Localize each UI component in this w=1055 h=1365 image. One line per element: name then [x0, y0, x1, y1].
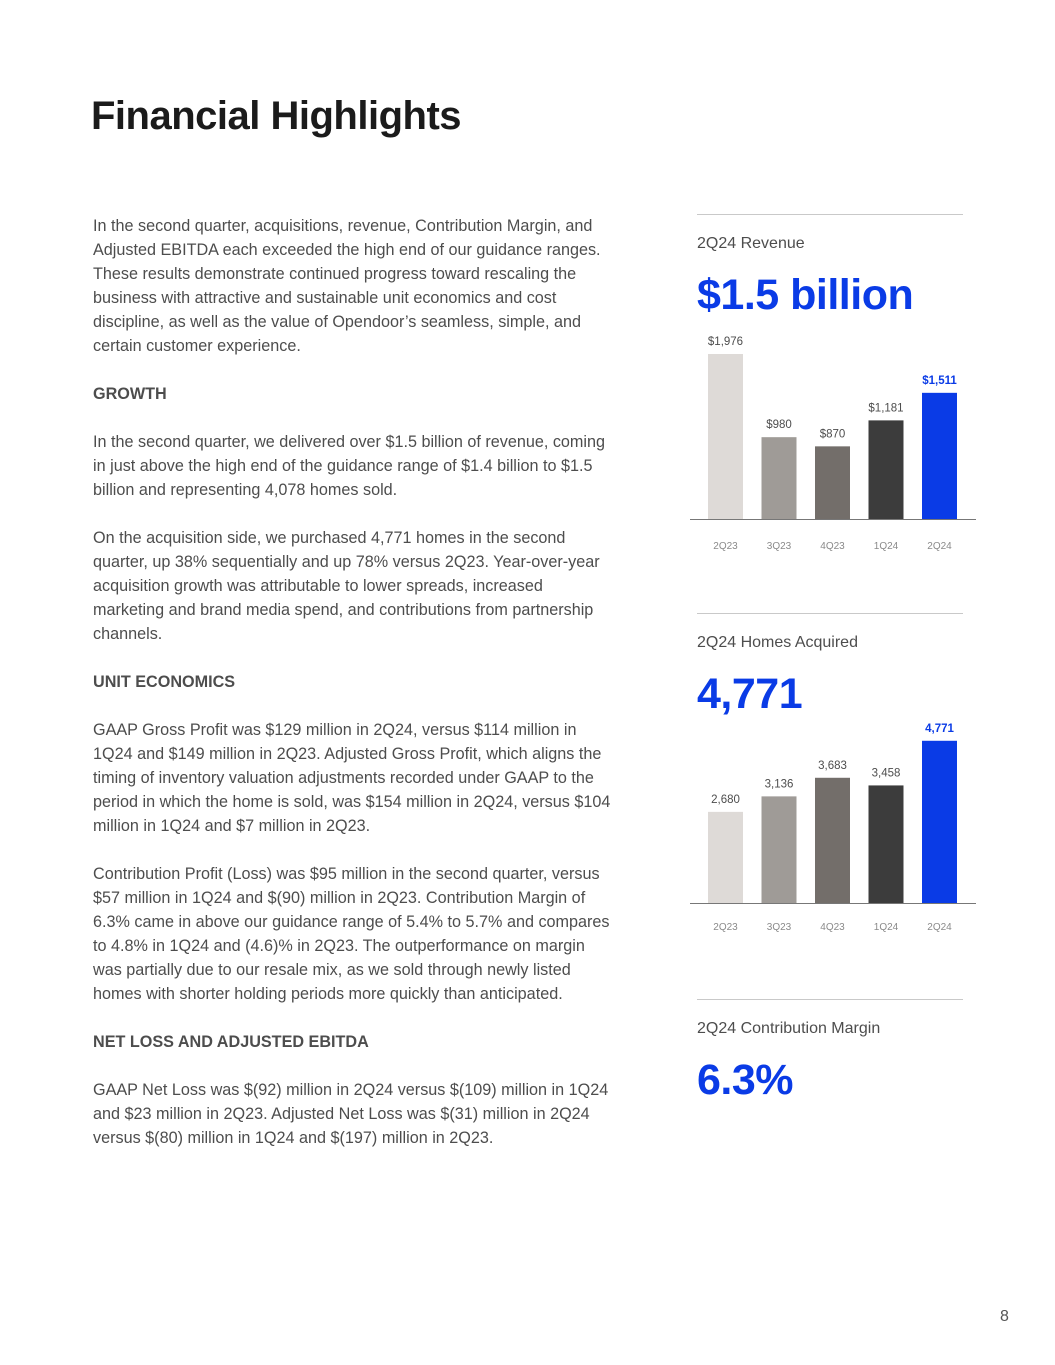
- bar-1q24: [869, 420, 904, 519]
- bar-2q24: [922, 393, 957, 519]
- growth-paragraph-acquisitions: On the acquisition side, we purchased 4,771 homes in the second quarter, up 38% sequentially and up 78% versus 2Q23. Year-over-year acquisition growth was attributable to lower spreads, increased marketing and brand media spend, and contributions from partnership channels.: [93, 529, 600, 643]
- margin-metric-value: 6.3%: [697, 1056, 794, 1104]
- revenue-metric-label: 2Q24 Revenue: [697, 235, 805, 252]
- tick-label-4q23: 4Q23: [820, 541, 845, 552]
- divider: [697, 214, 963, 215]
- revenue-chart: [688, 330, 978, 560]
- homes-metric-label: 2Q24 Homes Acquired: [697, 634, 858, 651]
- homes-chart-svg: [688, 720, 978, 940]
- divider: [697, 613, 963, 614]
- unit-economics-heading: UNIT ECONOMICS: [93, 673, 236, 691]
- tick-label-3q23: 3Q23: [766, 922, 792, 933]
- bar-3q23: [762, 437, 797, 519]
- revenue-metric-value: $1.5 billion: [697, 271, 914, 319]
- homes-chart: [688, 720, 978, 940]
- tick-label-4q23: 4Q23: [820, 922, 845, 933]
- page-number: 8: [1000, 1308, 1009, 1325]
- bar-2q23: [708, 354, 743, 519]
- data-label-3q23: 3,136: [764, 778, 794, 791]
- tick-label-1q24: 1Q24: [873, 922, 899, 933]
- divider: [697, 999, 963, 1000]
- homes-metric-value: 4,771: [697, 670, 803, 718]
- unit-economics-paragraph-contribution: Contribution Profit (Loss) was $95 million in the second quarter, versus $57 million in 1Q24 and $(90) million in 2Q23. Contribution Margin of 6.3% came in above our guidance range of 5.4% to 5.7% and compares to 4.8% in 1Q24 and (4.6)% in 2Q23. The outperformance on margin was partially due to our resale mix, as we sold through newly listed homes with shorter holding periods more quickly than anticipated.: [93, 865, 610, 1003]
- tick-label-2q23: 2Q23: [713, 541, 738, 552]
- bar-2q23: [708, 812, 743, 903]
- data-label-4q23: 3,683: [818, 759, 847, 772]
- margin-metric: [697, 999, 963, 1105]
- tick-label-2q24: 2Q24: [927, 922, 952, 933]
- data-label-3q23: $980: [766, 419, 792, 432]
- tick-label-2q23: 2Q23: [713, 922, 738, 933]
- data-label-1q24: $1,181: [868, 402, 904, 415]
- homes-metric: [697, 613, 963, 719]
- unit-economics-paragraph-gross-profit: GAAP Gross Profit was $129 million in 2Q24, versus $114 million in 1Q24 and $149 million in 2Q23. Adjusted Gross Profit, which aligns the timing of inventory valuation adjustments recorded under GAAP to the period in which the home is sold, was $154 million in 2Q24, versus $104 million in 1Q24 and $7 million in 2Q23.: [93, 721, 611, 835]
- tick-label-1q24: 1Q24: [873, 541, 899, 552]
- body-text: [93, 214, 613, 1174]
- tick-label-2q24: 2Q24: [927, 541, 952, 552]
- bar-4q23: [815, 446, 850, 519]
- tick-label-3q23: 3Q23: [766, 541, 792, 552]
- bar-3q23: [762, 796, 797, 903]
- revenue-metric: [697, 214, 963, 320]
- bar-1q24: [869, 785, 904, 903]
- data-label-1q24: 3,458: [871, 767, 901, 780]
- intro-paragraph: In the second quarter, acquisitions, revenue, Contribution Margin, and Adjusted EBITDA each exceeded the high end of our guidance ranges. These results demonstrate continued progress toward rescaling the business with attractive and sustainable unit economics and cost discipline, as well as the value of Opendoor’s seamless, simple, and certain customer experience.: [93, 217, 601, 355]
- data-label-2q23: 2,680: [711, 793, 740, 806]
- page-title: Financial Highlights: [91, 94, 462, 138]
- revenue-chart-svg: [688, 330, 978, 560]
- margin-metric-label: 2Q24 Contribution Margin: [697, 1020, 881, 1037]
- bar-2q24: [922, 741, 957, 903]
- growth-paragraph-revenue: In the second quarter, we delivered over $1.5 billion of revenue, coming in just above the high end of the guidance range of $1.4 billion to $1.5 billion and representing 4,078 homes sold.: [93, 433, 606, 499]
- data-label-4q23: $870: [819, 428, 846, 441]
- growth-heading: GROWTH: [93, 385, 167, 403]
- data-label-2q24: $1,511: [922, 374, 957, 387]
- data-label-2q23: $1,976: [707, 336, 744, 348]
- data-label-2q24: 4,771: [925, 722, 954, 735]
- net-loss-heading: NET LOSS AND ADJUSTED EBITDA: [93, 1033, 369, 1051]
- net-loss-paragraph: GAAP Net Loss was $(92) million in 2Q24 versus $(109) million in 1Q24 and $23 million in 2Q23. Adjusted Net Loss was $(31) million in 2Q24 versus $(80) million in 1Q24 and $(197) million in 2Q23.: [93, 1081, 609, 1147]
- bar-4q23: [815, 778, 850, 903]
